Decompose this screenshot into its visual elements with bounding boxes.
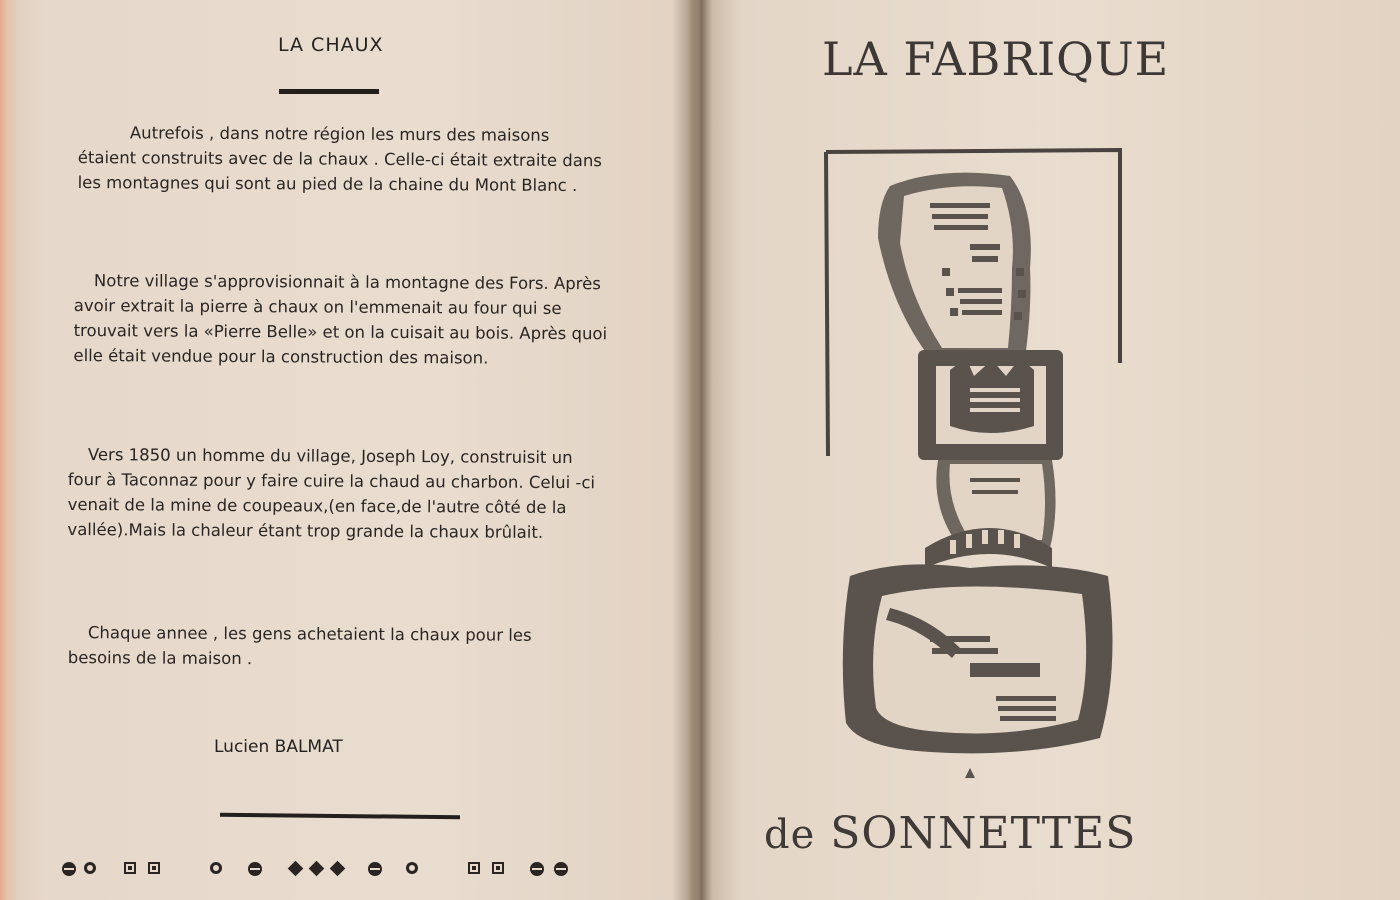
ornament-diamond-icon	[309, 861, 325, 877]
ornament-circle-icon	[406, 862, 418, 874]
ornament-diamond-icon	[288, 861, 304, 877]
ornament-diamond-icon	[330, 861, 346, 877]
title-underline	[279, 89, 379, 94]
ornament-disc-icon	[554, 862, 568, 876]
paragraph-2	[73, 268, 609, 371]
ornament-square-icon	[124, 862, 136, 874]
paragraph-text: Vers 1850 un homme du village, Joseph Loy, construisit un four à Taconnaz pour y faire cuire la chaud au charbon. Celui -ci venait de la mine de coupeaux,(en face,de l'autre côté de la vallée).Mais la chaleur étant trop grande la chaux brûlait.	[67, 445, 596, 542]
ornament-square-icon	[468, 862, 480, 874]
author-signature: Lucien BALMAT	[214, 737, 343, 757]
page-title: LA CHAUX	[278, 34, 384, 56]
right-page-title: LA FABRIQUE	[822, 32, 1170, 86]
ornament-disc-icon	[248, 862, 262, 876]
cowbell-woodcut-illustration	[820, 148, 1125, 778]
ornament-disc-icon	[368, 862, 382, 876]
ornament-disc-icon	[62, 862, 76, 876]
paragraph-4	[68, 620, 578, 673]
subtitle-main: SONNETTES	[830, 808, 1137, 859]
paragraph-text: Notre village s'approvisionnait à la montagne des Fors. Après avoir extrait la pierre à chaux on l'emmenait au four qui se trouvait vers la «Pierre Belle» et on la cuisait au bois. Après quoi elle était vendue pour la construction des maison.	[73, 271, 608, 368]
ornament-square-icon	[148, 862, 160, 874]
ornament-circle-icon	[84, 862, 96, 874]
left-page	[0, 0, 690, 900]
subtitle-prefix: de	[764, 812, 816, 858]
ornament-border	[60, 856, 580, 886]
right-page-subtitle	[764, 808, 1136, 859]
paragraph-1	[78, 120, 613, 198]
paragraph-text: Autrefois , dans notre région les murs des maisons étaient construits avec de la chaux . Celle-ci était extraite dans les montagnes qui sont au pied de la chaine du Mont Blanc .	[77, 123, 603, 196]
paragraph-text: Chaque annee , les gens achetaient la chaux pour les besoins de la maison .	[67, 623, 532, 669]
paragraph-3	[67, 442, 608, 545]
ornament-disc-icon	[530, 862, 544, 876]
closing-rule	[220, 813, 460, 820]
ornament-circle-icon	[210, 862, 222, 874]
book-gutter	[688, 0, 712, 900]
ornament-square-icon	[492, 862, 504, 874]
